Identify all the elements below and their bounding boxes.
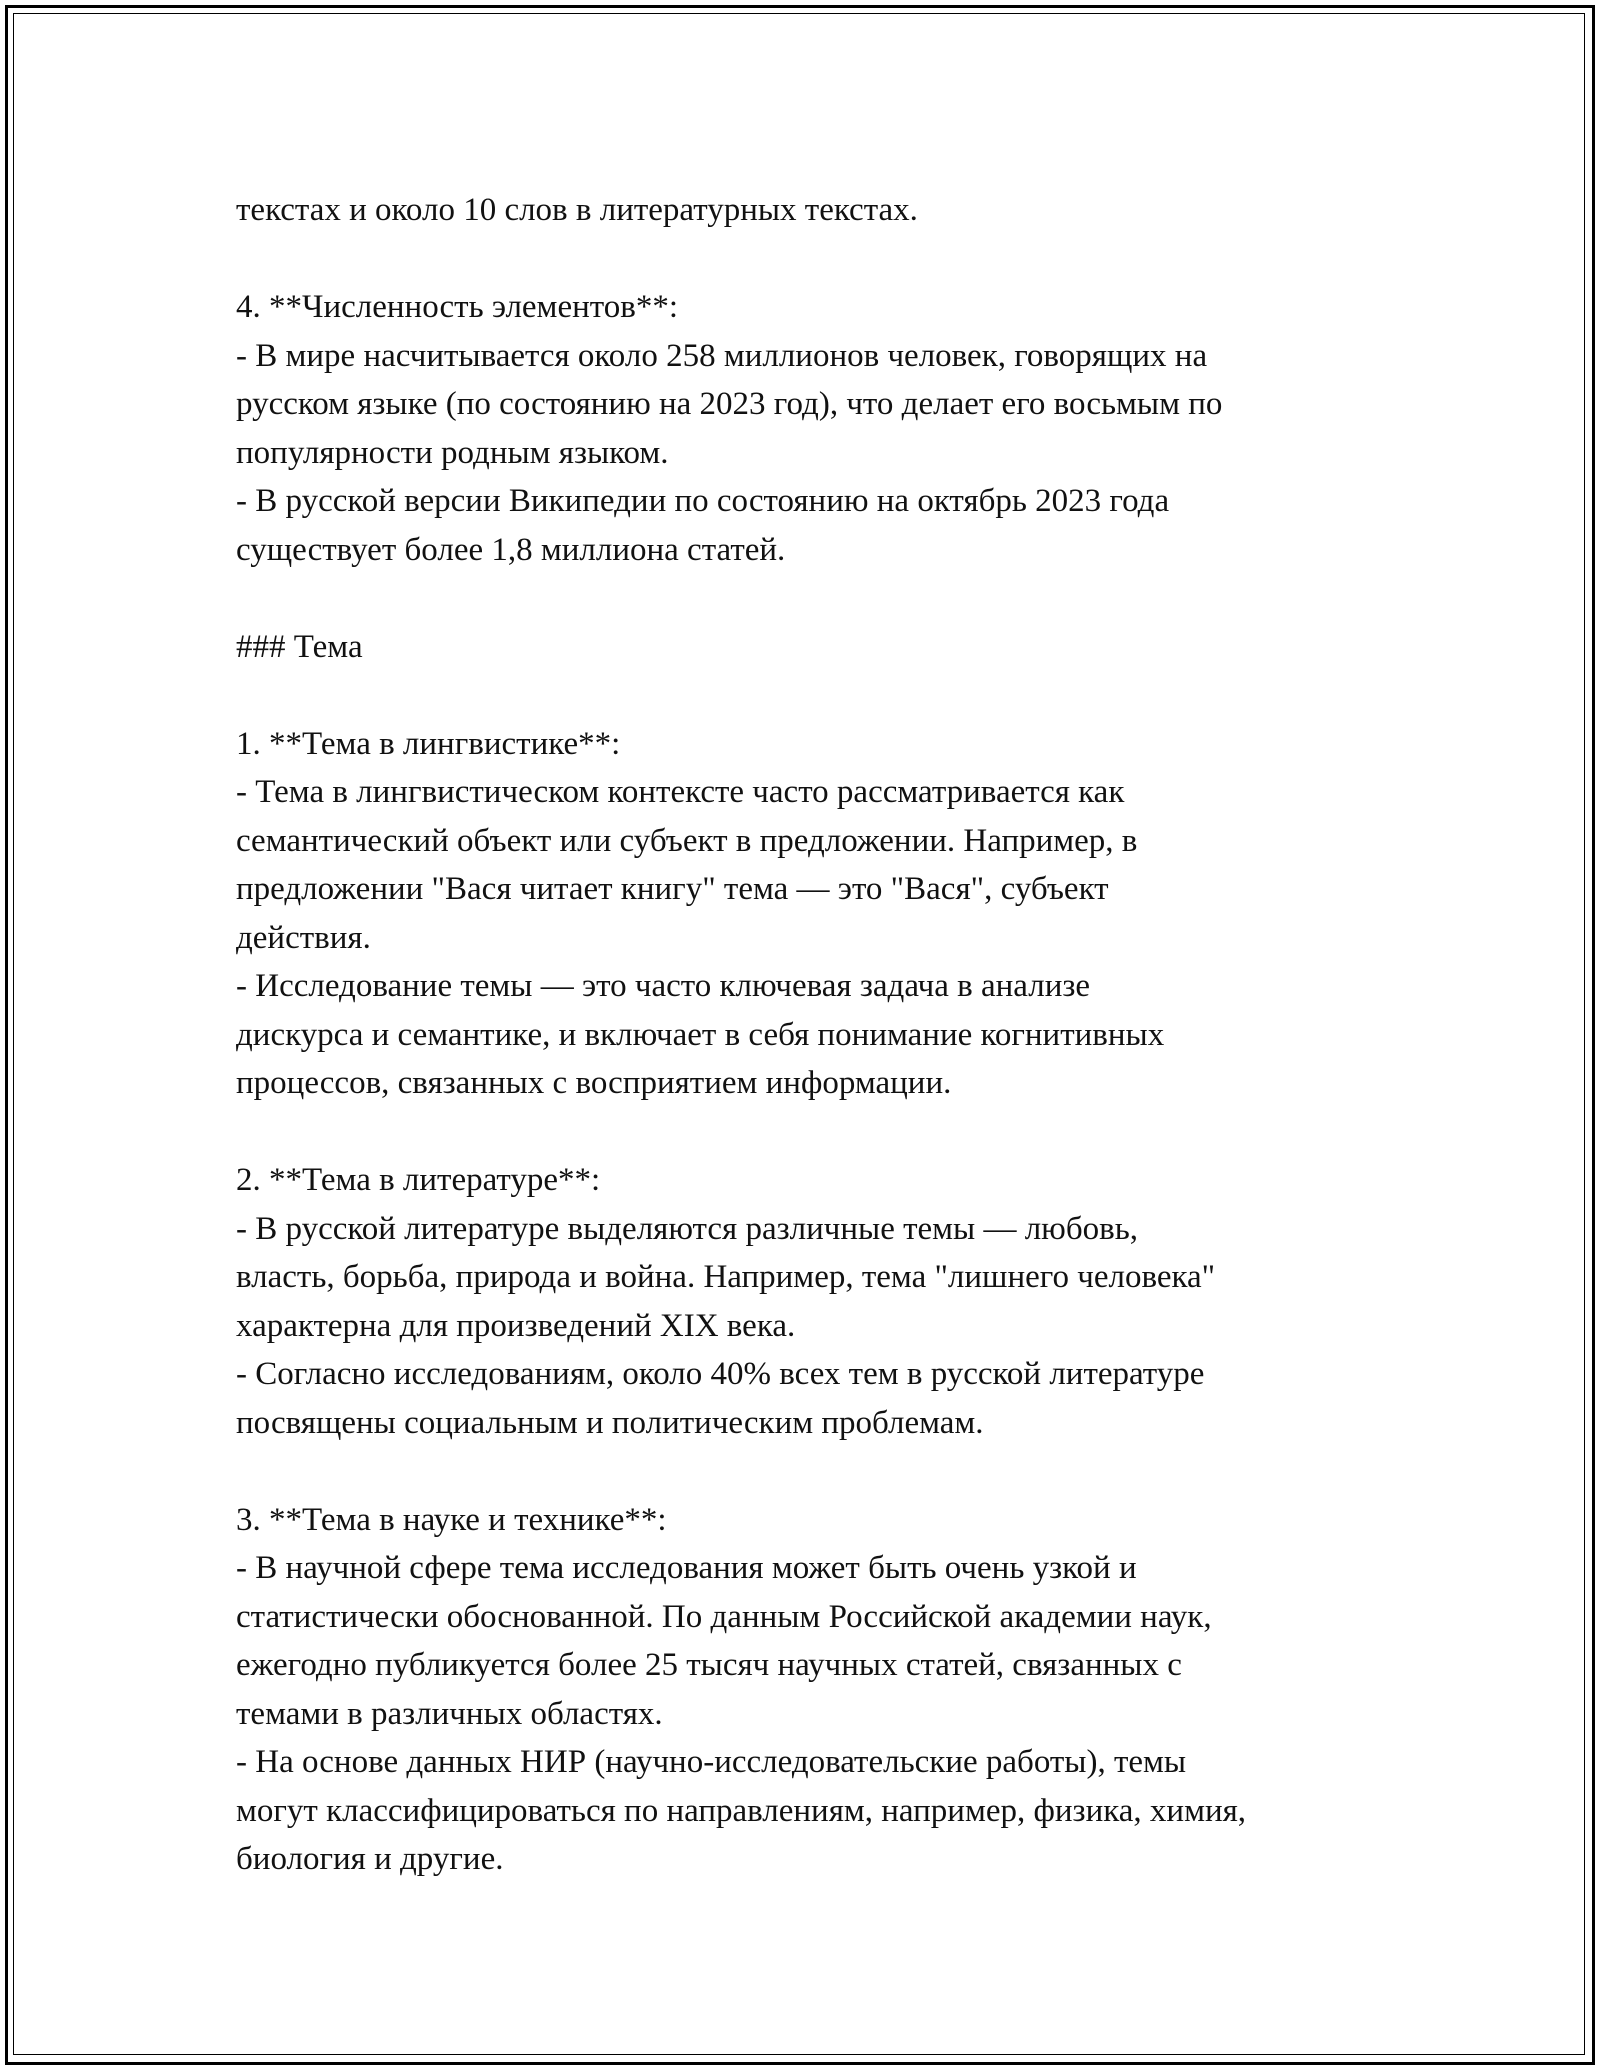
- text-line: статистически обоснованной. По данным Российской академии наук,: [236, 1598, 1212, 1635]
- text-line: характерна для произведений XIX века.: [236, 1307, 796, 1344]
- text-line: дискурса и семантике, и включает в себя понимание когнитивных: [236, 1016, 1165, 1053]
- blank-line: [236, 1447, 1396, 1496]
- text-line: действия.: [236, 919, 371, 956]
- text-line: биология и другие.: [236, 1841, 504, 1877]
- text-line: предложении "Вася читает книгу" тема — это "Вася", субъект: [236, 871, 1109, 907]
- blank-line: [236, 671, 1396, 720]
- list-heading: 1. **Тема в лингвистике**:: [236, 725, 621, 762]
- text-line: власть, борьба, природа и война. Например, тема "лишнего человека": [236, 1259, 1216, 1295]
- text-line: текстах и около 10 слов в литературных текстах.: [236, 192, 918, 228]
- text-line: темами в различных областях.: [236, 1695, 663, 1732]
- text-line: ежегодно публикуется более 25 тысяч научных статей, связанных с: [236, 1647, 1182, 1683]
- text-line: - В русской версии Википедии по состоянию на октябрь 2023 года: [236, 483, 1170, 519]
- text-line: - На основе данных НИР (научно-исследовательские работы), темы: [236, 1744, 1187, 1780]
- blank-line: [236, 235, 1396, 284]
- text-line: могут классифицироваться по направлениям, например, физика, химия,: [236, 1792, 1247, 1829]
- blank-line: [236, 574, 1396, 623]
- section-heading: ### Тема: [236, 628, 363, 665]
- text-line: - В русской литературе выделяются различные темы — любовь,: [236, 1210, 1139, 1247]
- text-line: существует более 1,8 миллиона статей.: [236, 531, 786, 568]
- list-heading: 4. **Численность элементов**:: [236, 289, 678, 325]
- text-line: семантический объект или субъект в предложении. Например, в: [236, 822, 1138, 859]
- text-line: русском языке (по состоянию на 2023 год), что делает его восьмым по: [236, 386, 1223, 422]
- blank-line: [236, 1108, 1396, 1157]
- text-line: - В мире насчитывается около 258 миллионов человек, говорящих на: [236, 337, 1208, 374]
- text-line: посвящены социальным и политическим проблемам.: [236, 1404, 984, 1441]
- text-line: - Исследование темы — это часто ключевая задача в анализе: [236, 968, 1091, 1004]
- text-line: популярности родным языком.: [236, 434, 669, 471]
- list-heading: 2. **Тема в литературе**:: [236, 1162, 601, 1198]
- text-line: - Согласно исследованиям, около 40% всех тем в русской литературе: [236, 1356, 1205, 1392]
- text-line: - В научной сфере тема исследования может быть очень узкой и: [236, 1550, 1137, 1586]
- document-body: [236, 186, 1396, 1884]
- text-line: - Тема в лингвистическом контексте часто рассматривается как: [236, 774, 1125, 810]
- text-line: процессов, связанных с восприятием информации.: [236, 1065, 952, 1101]
- list-heading: 3. **Тема в науке и технике**:: [236, 1501, 667, 1538]
